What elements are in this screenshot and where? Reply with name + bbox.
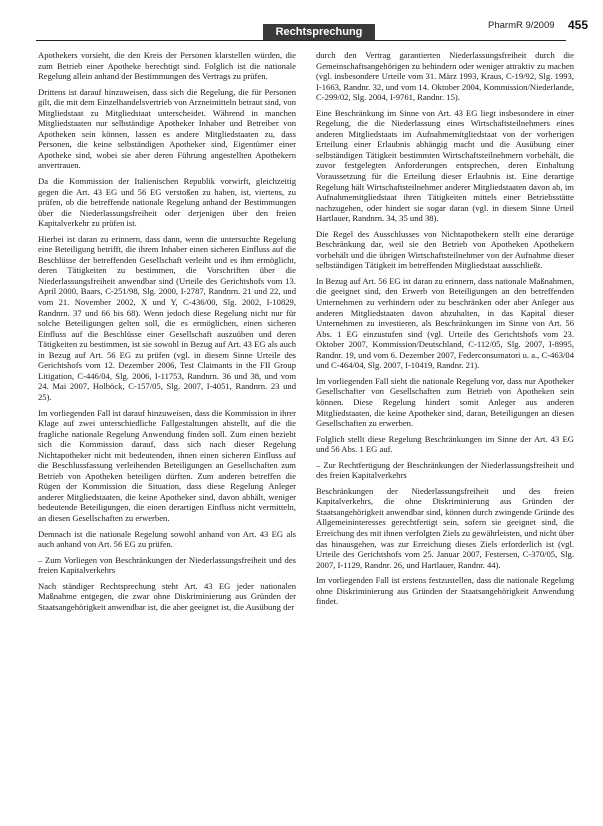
paragraph: Im vorliegenden Fall ist erstens festzustellen, dass die nationale Regelung ohne Diskriminierung aus Gründen der Staatsangehörigkeit Anwendung findet. xyxy=(316,575,574,607)
paragraph: Drittens ist darauf hinzuweisen, dass sich die Regelung, die für Personen gilt, die mit dem Einzelhandelsvertrieb von Arzneimitteln betraut sind, von Mitgliedstaat zu Mitgliedstaat unterscheidet. Während in manchen Mitgliedstaaten nur selbständige Apotheker Inhaber und Betreiber von Apotheken sein können, lassen es andere Mitgliedstaaten zu, dass Personen, die keine selbständigen Apotheker sind, Eigentümer einer Apotheke sind, wobei sie aber deren Führung angestellten Apothekern anvertrauen. xyxy=(38,86,296,171)
paragraph: Die Regel des Ausschlusses von Nichtapothekern stellt eine derartige Beschränkung dar, weil sie den Betrieb von Apotheken Apothekern vorbehält und die übrigen Wirtschaftsteilnehmer von der Aufnahme dieser selbständigen Tätigkeit im betreffenden Mitgliedstaat ausschließt. xyxy=(316,228,574,271)
paragraph: Apothekers vorsieht, die den Kreis der Personen klarstellen würden, die zum Betrieb einer Apotheke berechtigt sind. Folglich ist die nationale Regelung allein anhand der Bestimmungen des Vertrags zu prüfen. xyxy=(38,50,296,82)
left-column xyxy=(38,50,296,617)
page-number: 455 xyxy=(568,18,589,32)
paragraph: durch den Vertrag garantierten Niederlassungsfreiheit durch die Gemeinschaftsangehörigen zu behindern oder weniger attraktiv zu machen (vgl. insbesondere Urteile vom 31. März 1993, Kraus, C-19/92, Slg. 1993, I-1663, Randnr. 32, und vom 14. Oktober 2004, Kommission/Niederlande, C-299/02, Slg. 2004, I-9761, Randnr. 15). xyxy=(316,50,574,103)
journal-reference: PharmR 9/2009 xyxy=(488,20,555,31)
paragraph: Eine Beschränkung im Sinne von Art. 43 EG liegt insbesondere in einer Regelung, die die Niederlassung eines Wirtschaftsteilnehmers eines anderen Mitgliedstaats im Aufnahmemitgliedstaat von der vorherigen Erteilung einer Erlaubnis abhängig macht und die Ausübung einer selbständigen Tätigkeit bestimmten Wirtschaftsteilnehmern vorbehält, die zuvor festgelegten Anforderungen entsprechen, deren Einhaltung Voraussetzung für die Erteilung dieser Erlaubnis ist. Eine derartige Regelung hält Wirtschaftsteilnehmer anderer Mitgliedstaaten davon ab, im Aufnahmemitgliedstaat ihren Tätigkeiten mittels einer Betriebsstätte nachzugehen, oder hindert sie sogar daran (vgl. in diesem Sinne Urteil Hartlauer, Randnrn. 34, 35 und 38). xyxy=(316,107,574,224)
subsection-heading: – Zum Vorliegen von Beschränkungen der Niederlassungsfreiheit und des freien Kapitalverkehrs xyxy=(38,554,296,576)
paragraph: In Bezug auf Art. 56 EG ist daran zu erinnern, dass nationale Maßnahmen, die geeignet sind, den Erwerb von Beteiligungen an den betreffenden Unternehmen zu verhindern oder zu beschränken oder aber Anleger aus anderen Mitgliedstaaten davon abzuhalten, in das Kapital dieser Unternehmen zu investieren, als Beschränkungen im Sinne von Art. 56 Abs. 1 EG einzustufen sind (vgl. Urteile des Gerichtshofs vom 23. Oktober 2007, Kommission/Deutschland, C-112/05, Slg. 2007, I-8995, Randnr. 19, und vom 6. Dezember 2007, Federconsumatori u. a., C-463/04 und C-464/04, Slg. 2007, I-10419, Randnr. 21). xyxy=(316,275,574,371)
paragraph: Hierbei ist daran zu erinnern, dass dann, wenn die untersuchte Regelung eine Beteiligung betrifft, die ihrem Inhaber einen sicheren Einfluss auf die Beschlüsse der betreffenden Gesellschaft verleiht und es ihm ermöglicht, deren Tätigkeiten zu bestimmen, die Vorschriften über die Niederlassungsfreiheit anwendbar sind (Urteile des Gerichtshofs vom 13. April 2000, Baars, C-251/98, Slg. 2000, I-2787, Randnrn. 21 und 22, und vom 21. November 2002, X und Y, C-436/00, Slg. 2002, I-10829, Randnrn. 37 und 66 bis 68). Wenn jedoch diese Regelung nicht nur für solche Beteiligungen gelten soll, die es ermöglichen, einen sicheren Einfluss auf die Beschlüsse einer Gesellschaft auszuüben und deren Tätigkeiten zu bestimmen, ist sie sowohl in Bezug auf Art. 43 EG als auch in Bezug auf Art. 56 EG zu prüfen (vgl. in diesem Sinne Urteile des Gerichtshofs vom 12. Dezember 2006, Test Claimants in the FII Group Litigation, C-446/04, Slg. 2006, I-11753, Randnrn. 36 und 38, und vom 24. Mai 2007, Holböck, C-157/05, Slg. 2007, I-4051, Randnrn. 23 und 25). xyxy=(38,233,296,402)
paragraph: Folglich stellt diese Regelung Beschränkungen im Sinne der Art. 43 EG und 56 Abs. 1 EG auf. xyxy=(316,433,574,455)
subsection-heading: – Zur Rechtfertigung der Beschränkungen der Niederlassungsfreiheit und des freien Kapitalverkehrs xyxy=(316,459,574,481)
right-column xyxy=(316,50,574,612)
paragraph: Demnach ist die nationale Regelung sowohl anhand von Art. 43 EG als auch anhand von Art. 56 EG zu prüfen. xyxy=(38,528,296,550)
paragraph: Im vorliegenden Fall ist darauf hinzuweisen, dass die Kommission in ihrer Klage auf zwei unterschiedliche Fallgestaltungen abstellt, auf die die fragliche nationale Regelung Anwendung finden soll. Zum einen bezieht sich die Kommission darauf, dass sich nach dieser Regelung Nichtapotheker nicht mit bedeutenden, ihnen einen sicheren Einfluss auf die Beschlussfassung verleihenden Beteiligungen an Gesellschaften zum Betrieb von Apotheken beteiligen dürften. Zum anderen betreffen die Rügen der Kommission die Situation, dass diese Regelung Anleger anderer Mitgliedstaaten, die keine Apotheker sind, davon abhält, weniger bedeutende Beteiligungen, die einen derartigen Einfluss nicht vermitteln, an diesen Gesellschaften zu erwerben. xyxy=(38,407,296,523)
page-header xyxy=(0,0,603,50)
header-rule xyxy=(36,40,566,41)
paragraph: Nach ständiger Rechtsprechung steht Art. 43 EG jeder nationalen Maßnahme entgegen, die zwar ohne Diskriminierung aus Gründen der Staatsangehörigkeit anwendbar ist, die aber geeignet ist, die Ausübung der xyxy=(38,580,296,612)
paragraph: Da die Kommission der Italienischen Republik vorwirft, gleichzeitig gegen die Art. 43 EG und 56 EG verstoßen zu haben, ist, viertens, zu prüfen, ob die betreffende nationale Regelung anhand der Bestimmungen über die Niederlassungsfreiheit oder derjenigen über den freien Kapitalverkehr zu prüfen ist. xyxy=(38,176,296,229)
paragraph: Beschränkungen der Niederlassungsfreiheit und des freien Kapitalverkehrs, die ohne Diskriminierung aus Gründen der Staatsangehörigkeit anwendbar sind, können durch zwingende Gründe des Allgemeininteresses gerechtfertigt sein, sofern sie geeignet sind, die Erreichung des mit ihnen verfolgten Ziels zu gewährleisten, und nicht über das hinausgehen, was zur Erreichung dieses Ziels erforderlich ist (vgl. Urteile des Gerichtshofs vom 25. Januar 2007, Festersen, C-370/05, Slg. 2007, I-1129, Randnr. 26, und Hartlauer, Randnr. 44). xyxy=(316,485,574,570)
paragraph: Im vorliegenden Fall sieht die nationale Regelung vor, dass nur Apotheker Gesellschafter von Gesellschaften zum Betrieb von Apotheken sein können. Diese Regelung hindert somit Anleger aus anderen Mitgliedstaaten, die keine Apotheker sind, daran, Beteiligungen an diesen Gesellschaften zu erwerben. xyxy=(316,375,574,429)
section-title: Rechtsprechung xyxy=(263,24,375,41)
